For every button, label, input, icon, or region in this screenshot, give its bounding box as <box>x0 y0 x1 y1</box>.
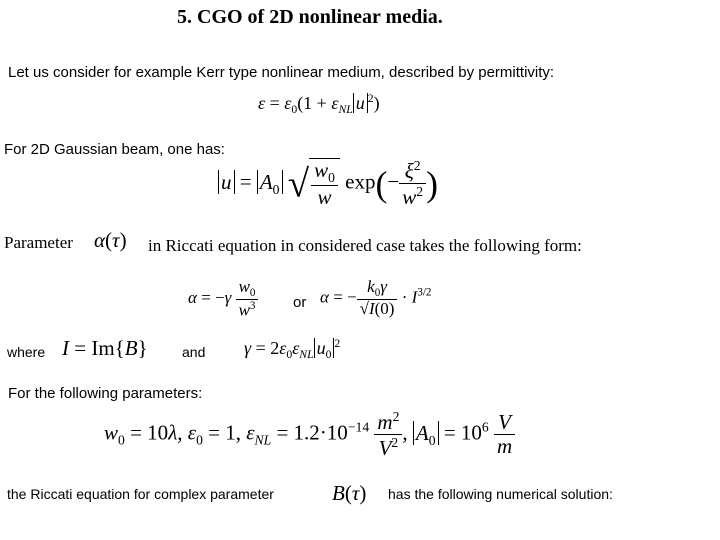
or-label: or <box>293 294 307 311</box>
gaussian-beam-equation: $u = A_0$ √ $\frac{w_0}{w}$ exp(− $\frac{\xi^2}{w^2}$ ) <box>218 158 438 210</box>
gamma-definition: $\gamma = 2\varepsilon_0\varepsilon_{NL}$ $u_0^2$ <box>244 337 341 362</box>
parameters-equation: $w_0 = 10\lambda$, $\varepsilon_0 = 1$, $\varepsilon_{NL} = 1.2\cdot 10^{-14}$ $\frac{m^2}{V^2}$ , $A_0 = 10^6$ $\frac{V}{m}$ <box>104 409 515 461</box>
where-label: where <box>7 344 46 360</box>
alpha-tau-symbol: α(τ) <box>94 228 127 252</box>
parameter-label: Parameter <box>4 233 73 252</box>
alpha-equation-1: α = −γ $\frac{w_0}{w^3}$ <box>188 278 258 320</box>
b-tau-symbol: B(τ) <box>332 481 367 505</box>
params-intro-text: For the following parameters: <box>8 385 203 402</box>
permittivity-equation: $\varepsilon = \varepsilon_0(1 + \varepsilon_{NL}$ u $^2$) <box>258 92 380 117</box>
slide-title: 5. CGO of 2D nonlinear media. <box>177 6 443 28</box>
solution-prefix-text: the Riccati equation for complex parameter <box>7 486 274 502</box>
alpha-equation-2: α = − $\frac{k_0\gamma}{√I(0)}$ · $I^{3/2}$ <box>320 277 432 318</box>
intro-text: Let us consider for example Kerr type nonlinear medium, described by permittivity: <box>8 64 555 81</box>
solution-suffix-text: has the following numerical solution: <box>388 486 613 502</box>
riccati-text: in Riccati equation in considered case takes the following form: <box>148 236 582 255</box>
gaussian-intro-text: For 2D Gaussian beam, one has: <box>4 141 225 158</box>
and-label: and <box>182 344 206 360</box>
intensity-definition: I = Im{B} <box>62 336 148 360</box>
